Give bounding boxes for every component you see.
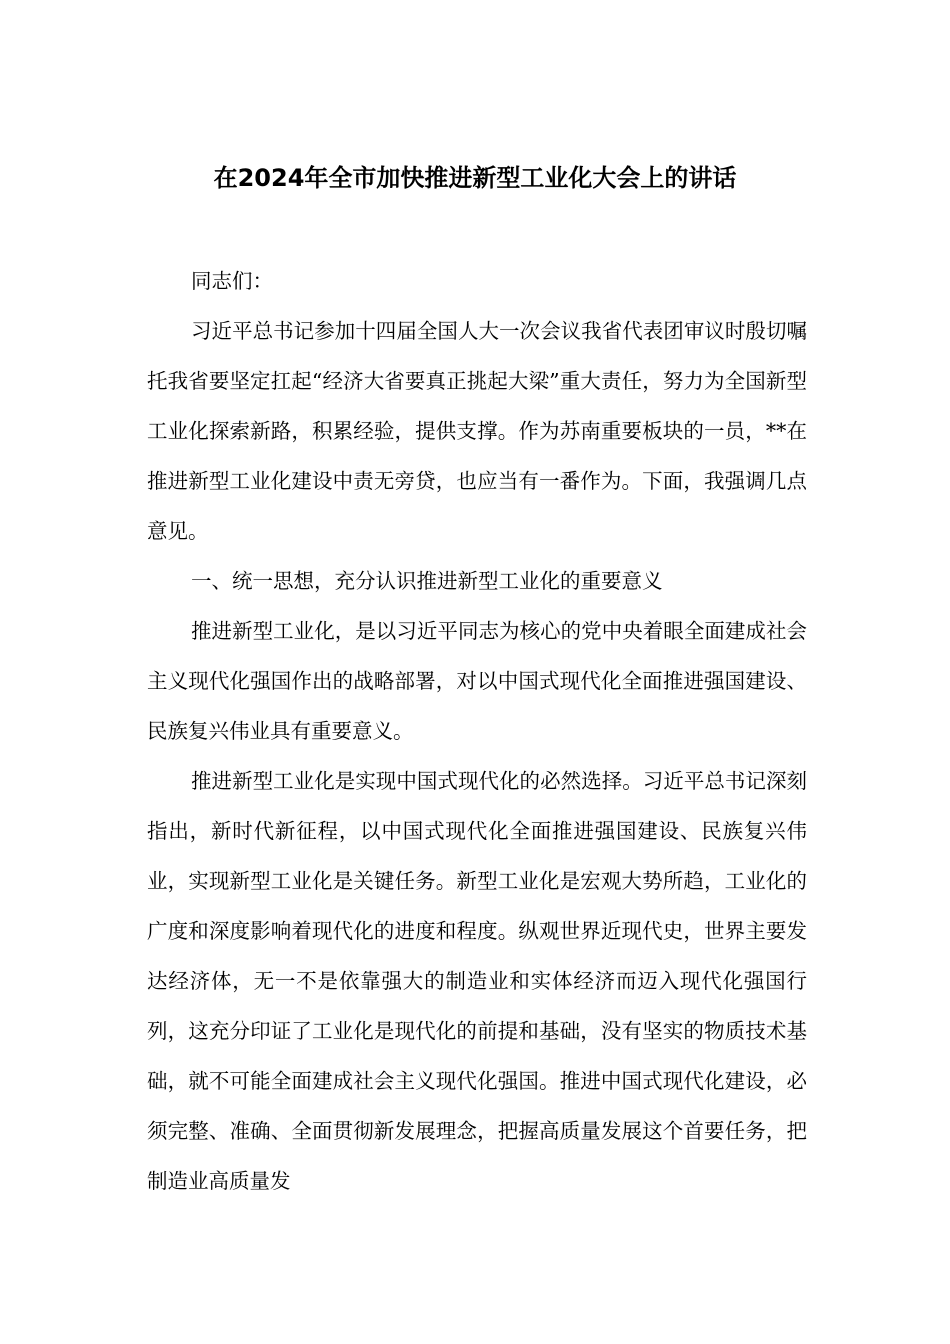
paragraph: 推进新型工业化是实现中国式现代化的必然选择。习近平总书记深刻指出，新时代新征程，以中国式现代化全面推进强国建设、民族复兴伟业，实现新型工业化是关键任务。新型工业化是宏观大势所趋，工业化的广度和深度影响着现代化的进度和程度。纵观世界近现代史，世界主要发达经济体，无一不是依靠强大的制造业和实体经济而迈入现代化强国行列，这充分印证了工业化是现代化的前提和基础，没有坚实的物质技术基础，就不可能全面建成社会主义现代化强国。推进中国式现代化建设，必须完整、准确、全面贯彻新发展理念，把握高质量发展这个首要任务，把制造业高质量发 [147, 769, 807, 1193]
paragraph: 推进新型工业化，是以习近平同志为核心的党中央着眼全面建成社会主义现代化强国作出的战略部署，对以中国式现代化全面推进强国建设、民族复兴伟业具有重要意义。 [147, 619, 807, 743]
document-body [147, 256, 807, 1206]
section-heading: 一、统一思想，充分认识推进新型工业化的重要意义 [191, 569, 663, 593]
greeting: 同志们： [191, 269, 273, 293]
paragraph: 习近平总书记参加十四届全国人大一次会议我省代表团审议时殷切嘱托我省要坚定扛起“经济大省要真正挑起大梁”重大责任，努力为全国新型工业化探索新路，积累经验，提供支撑。作为苏南重要板块的一员，**在推进新型工业化建设中责无旁贷，也应当有一番作为。下面，我强调几点意见。 [147, 319, 807, 543]
document-title: 在2024年全市加快推进新型工业化大会上的讲话 [213, 164, 737, 192]
